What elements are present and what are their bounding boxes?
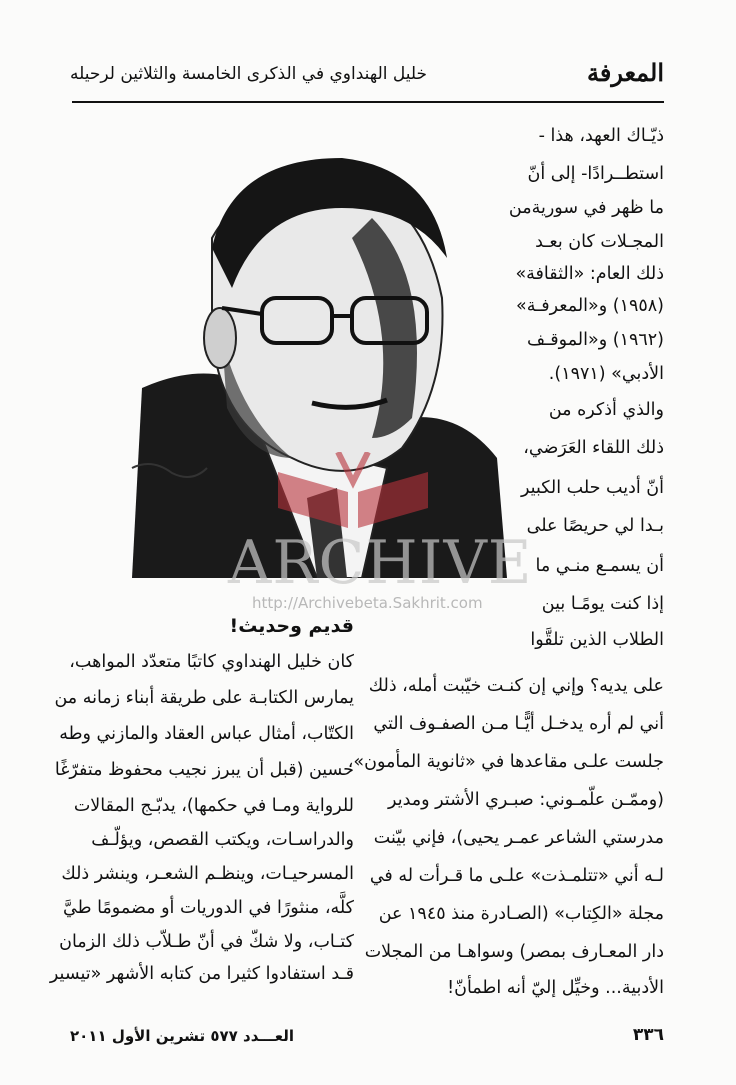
section-heading: قديم وحديث! <box>229 615 354 637</box>
text-line: (وممّـن علّمـوني: صبـري الأشتر ومدير <box>388 790 664 810</box>
header-divider <box>72 101 664 103</box>
text-line: استطــرادًا- إلى أنّ <box>527 164 664 184</box>
text-line: (١٩٥٨) و«المعرفـة» <box>516 296 664 316</box>
text-line: الطلاب الذين تلقَّوا <box>530 630 664 650</box>
running-header-title: خليل الهنداوي في الذكرى الخامسة والثلاثين لرحيله <box>70 64 428 84</box>
text-line: أن يسمـع منـي ما <box>535 556 664 576</box>
text-line: قـد استفادوا كثيرا من كتابه الأشهر «تيسير <box>49 964 354 984</box>
text-line: ما ظهر في سوريةمن <box>508 198 664 218</box>
page-number: ٣٣٦ <box>632 1025 664 1045</box>
text-line: كلَّه، منثورًا في الدوريات أو مضمومًا طيَّ <box>63 898 354 918</box>
text-line: والذي أذكره من <box>548 400 664 420</box>
text-line: حسين (قبل أن يبرز نجيب محفوظ متفرّغًا <box>54 760 354 780</box>
watermark-url: http://Archivebeta.Sakhrit.com <box>252 594 483 612</box>
archive-book-icon <box>268 452 438 528</box>
issue-info: العـــدد ٥٧٧ تشرين الأول ٢٠١١ <box>70 1027 294 1045</box>
text-line: يمارس الكتابـة على طريقة أبناء زمانه من <box>54 688 354 708</box>
text-line: المسرحيـات، وينظـم الشعـر، وينشر ذلك <box>61 864 354 884</box>
text-line: الكتّاب، أمثال عباس العقاد والمازني وطه <box>59 724 354 744</box>
text-line: إذا كنت يومًـا بين <box>541 594 664 614</box>
text-line: على يديه؟ وإني إن كنـت خيّبت أمله، ذلك <box>368 676 664 696</box>
text-line: أني لم أره يدخـل أيًّـا مـن الصفـوف التي <box>373 714 664 734</box>
watermark-archive: ARCHIVE <box>228 528 533 598</box>
text-line: مدرستي الشاعر عمـر يحيى)، فإني بيّنت <box>373 828 664 848</box>
text-line: المجـلات كان بعـد <box>535 232 664 252</box>
text-line: ذلك اللقاء العَرَضي، <box>523 438 664 458</box>
text-line: ذيّـاك العهد، هذا - <box>538 126 664 146</box>
text-line: كان خليل الهنداوي كاتبًا متعدّد المواهب، <box>69 652 354 672</box>
text-line: الأدبي» (١٩٧١). <box>548 364 664 384</box>
text-line: دار المعـارف بمصر) وسواهـا من المجلات <box>364 942 664 962</box>
text-line: والدراسـات، ويكتب القصص، ويؤلّـف <box>91 830 354 850</box>
text-line: (١٩٦٢) و«الموقـف <box>527 330 664 350</box>
text-line: بـدا لي حريصًا على <box>526 516 664 536</box>
text-line: ذلك العام: «الثقافة» <box>515 264 664 284</box>
text-line: مجلة «الكِتاب» (الصـادرة منذ ١٩٤٥ عن <box>378 904 664 924</box>
text-line: أنّ أديب حلب الكبير <box>521 478 664 498</box>
text-line: كتـاب، ولا شكّ في أنّ طـلاّب ذلك الزمان <box>59 932 354 952</box>
text-line: جلست علـى مقاعدها في «ثانوية المأمون»، <box>347 752 664 772</box>
text-line: لـه أني «تتلمـذت» علـى ما قـرأت له في <box>369 866 664 886</box>
text-line: الأدبية... وخيِّل إليّ أنه اطمأنّ! <box>447 978 664 998</box>
text-line: للرواية ومـا في حكمها)، يدبّـج المقالات <box>73 796 354 816</box>
magazine-logo: المعرفة <box>586 58 664 87</box>
